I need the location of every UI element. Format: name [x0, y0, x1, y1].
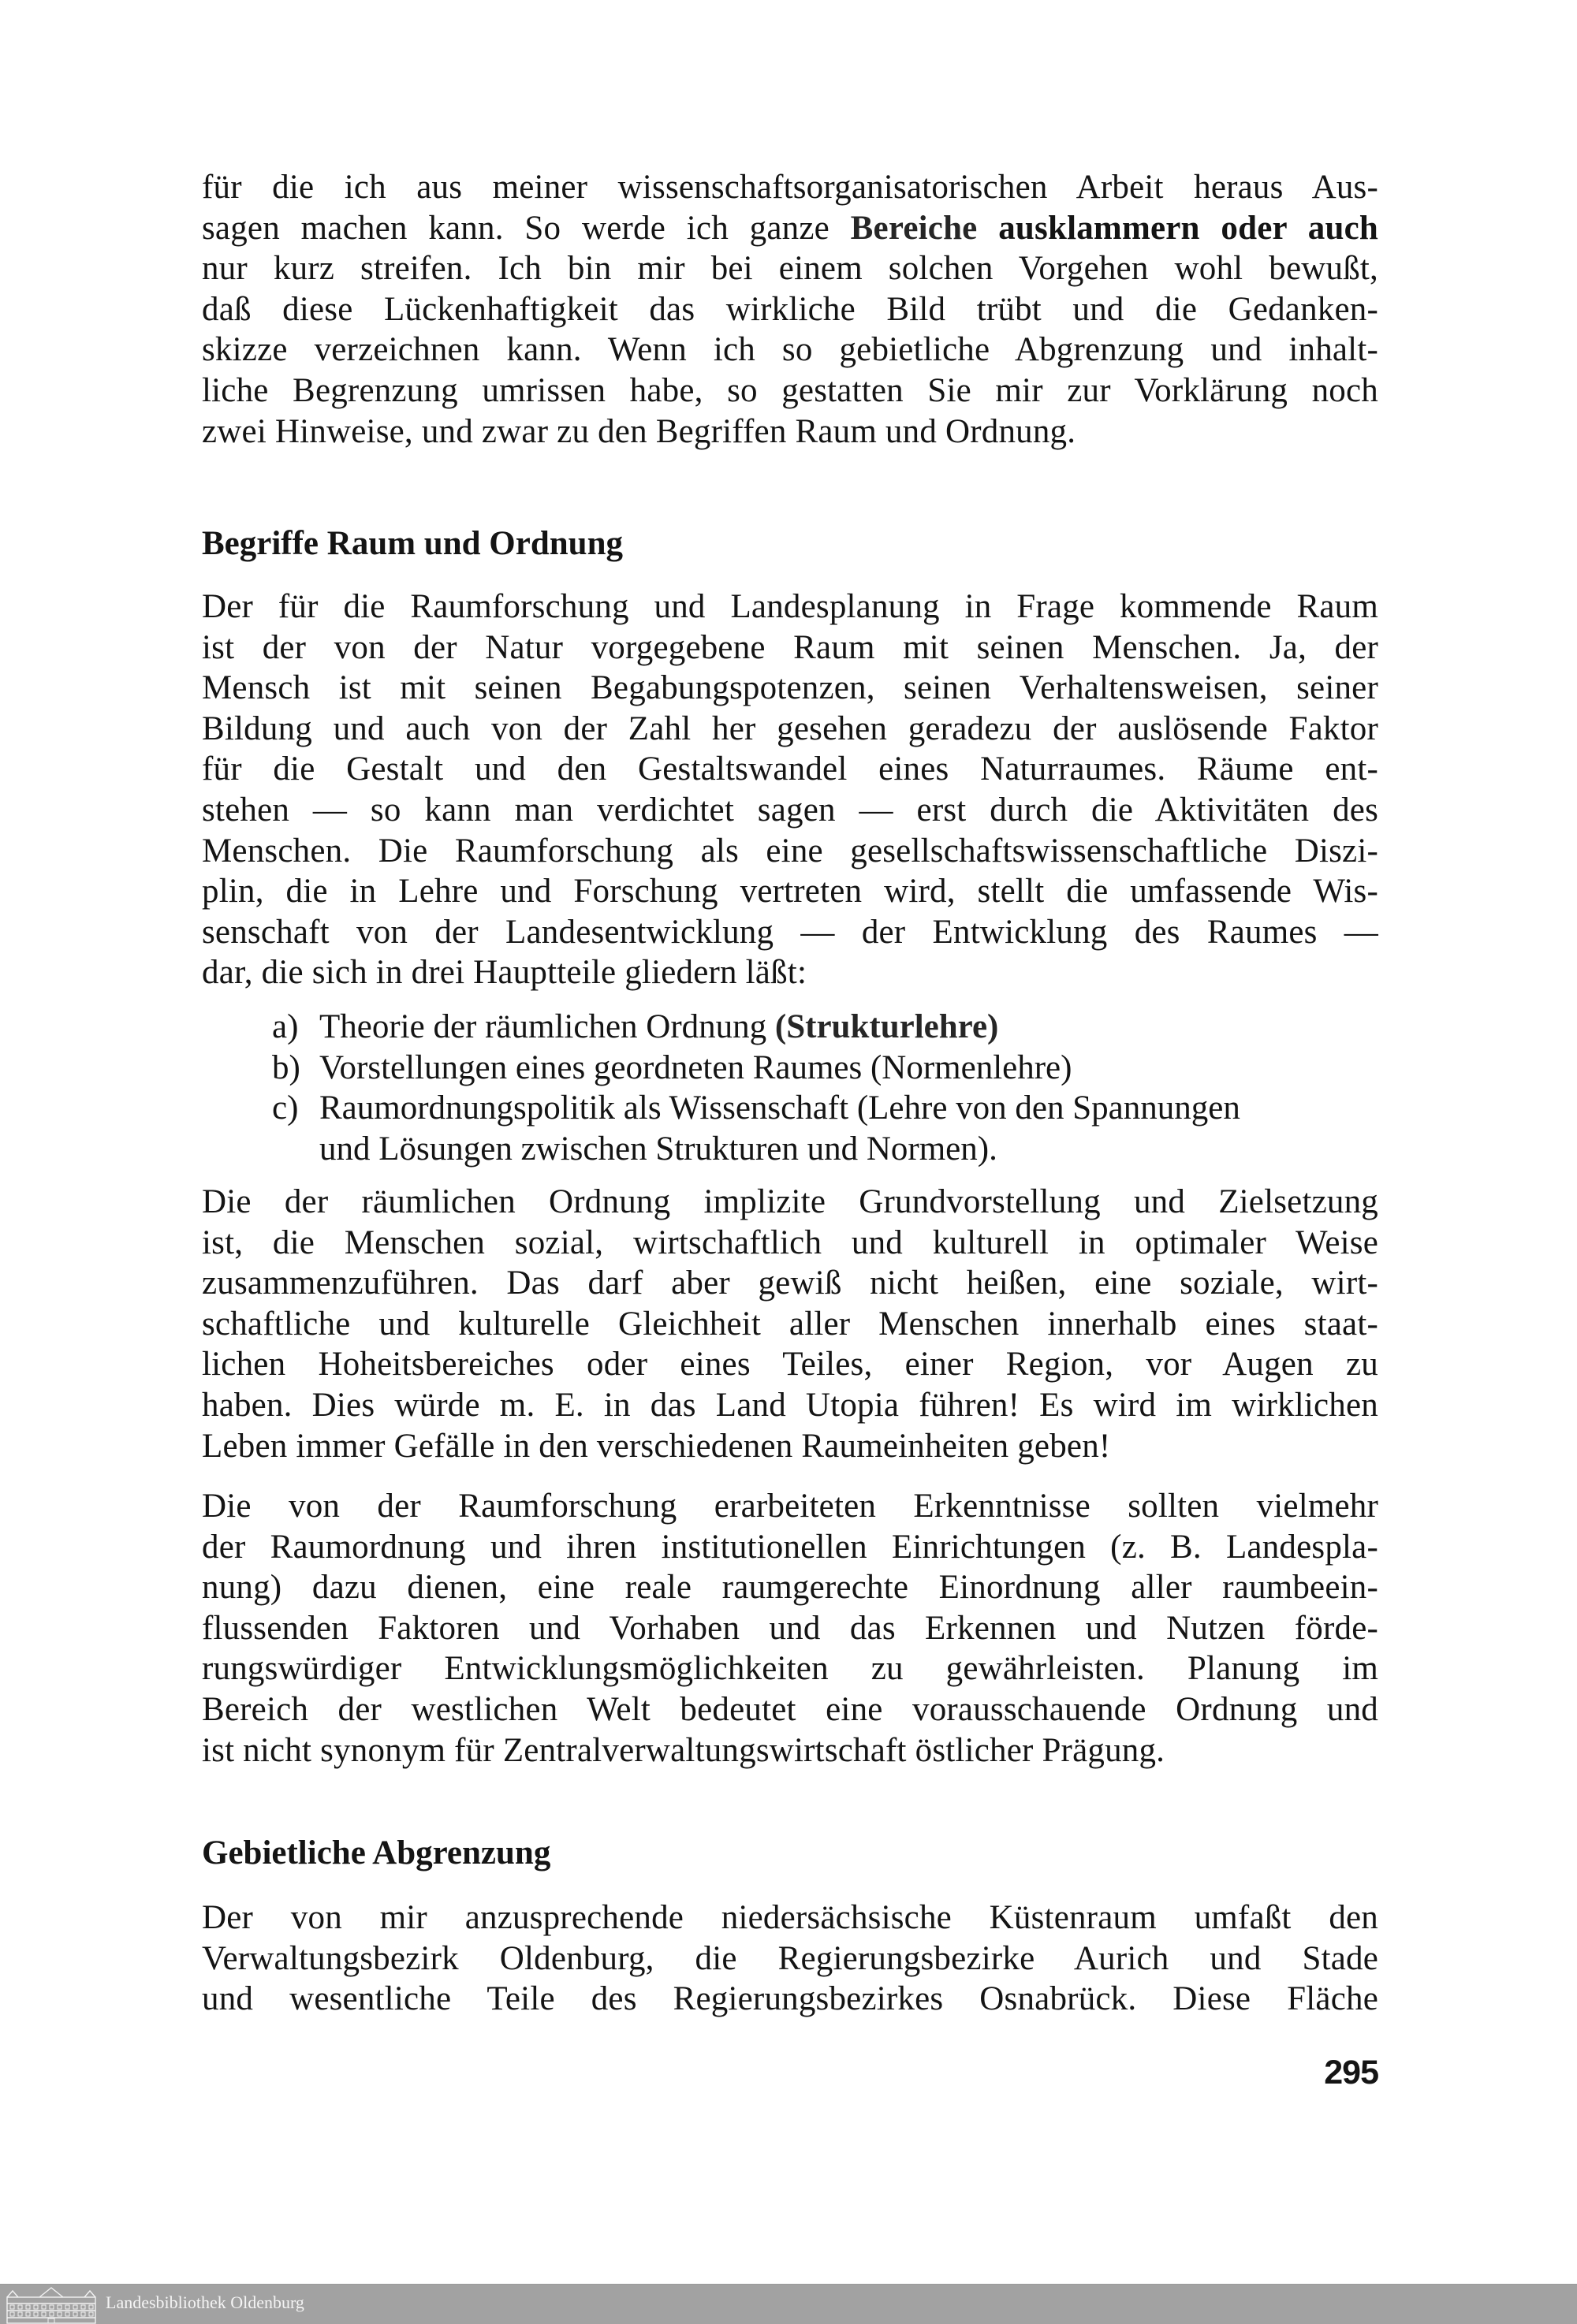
text-line: Menschen. Die Raumforschung als eine gesellschaftswissenschaftliche Diszi- [202, 832, 1378, 870]
text-line: Leben immer Gefälle in den verschiedenen Raumeinheiten geben! [202, 1427, 1111, 1465]
text-line: senschaft von der Landesentwicklung — der Entwicklung des Raumes — [202, 913, 1378, 951]
text-line: ist der von der Natur vorgegebene Raum mit seinen Menschen. Ja, der [202, 628, 1378, 666]
text-line: nung) dazu dienen, eine reale raumgerechte Einordnung aller raumbeein- [202, 1569, 1378, 1607]
text-line: Verwaltungsbezirk Oldenburg, die Regierungsbezirke Aurich und Stade [202, 1939, 1378, 1977]
text-line: der Raumordnung und ihren institutionellen Einrichtungen (z. B. Landespla- [202, 1528, 1378, 1566]
text-line: schaftliche und kulturelle Gleichheit aller Menschen innerhalb eines staat- [202, 1305, 1378, 1343]
text-line: flussenden Faktoren und Vorhaben und das Erkennen und Nutzen förde- [202, 1609, 1378, 1647]
list-marker: b) [272, 1048, 300, 1086]
list-item: a) Theorie der räumlichen Ordnung (Strukturlehre) [202, 1007, 1378, 1048]
text-line: haben. Dies würde m. E. in das Land Utopia führen! Es wird im wirklichen [202, 1386, 1378, 1424]
text-line: liche Begrenzung umrissen habe, so gestatten Sie mir zur Vorklärung noch [202, 371, 1378, 409]
section1-paragraph-1 [202, 587, 1378, 993]
text-line: rungswürdiger Entwicklungsmöglichkeiten zu gewährleisten. Planung im [202, 1650, 1378, 1688]
text-line: lichen Hoheitsbereiches oder eines Teiles, einer Region, vor Augen zu [202, 1346, 1378, 1384]
section-heading: Begriffe Raum und Ordnung [202, 525, 623, 562]
emphasis-text: Bereiche [850, 209, 999, 247]
list-marker: c) [272, 1089, 299, 1127]
intro-paragraph [202, 167, 1378, 452]
text-line: skizze verzeichnen kann. Wenn ich so gebietliche Abgrenzung und inhalt- [202, 331, 1378, 369]
text-line: stehen — so kann man verdichtet sagen — erst durch die Aktivitäten des [202, 791, 1378, 829]
text-line: für die Gestalt und den Gestaltswandel eines Naturraumes. Räume ent- [202, 750, 1378, 788]
page-number: 295 [1324, 2054, 1378, 2091]
library-building-icon [5, 2286, 98, 2324]
bold-text: ausklammern oder auch [998, 209, 1378, 247]
text-line: zusammenzuführen. Das darf aber gewiß nicht heißen, eine soziale, wirt- [202, 1264, 1378, 1302]
section1-paragraph-2 [202, 1182, 1378, 1466]
text-line: für die ich aus meiner wissenschaftsorganisatorischen Arbeit heraus Aus- [202, 169, 1378, 206]
text-line: sagen machen kann. So werde ich ganze Bereiche ausklammern oder auch [202, 209, 1378, 247]
text-line: dar, die sich in drei Hauptteile gliedern läßt: [202, 954, 807, 992]
text-line: nur kurz streifen. Ich bin mir bei einem solchen Vorgehen wohl bewußt, [202, 250, 1378, 288]
text-line: Der von mir anzusprechende niedersächsische Küstenraum umfaßt den [202, 1899, 1378, 1936]
library-footer-bar [0, 2284, 1577, 2324]
list-item: b) Vorstellungen eines geordneten Raumes (Normenlehre) [202, 1048, 1378, 1089]
text-line: daß diese Lückenhaftigkeit das wirkliche Bild trübt und die Gedanken- [202, 290, 1378, 328]
section1-paragraph-3 [202, 1486, 1378, 1771]
text-line: Die der räumlichen Ordnung implizite Grundvorstellung und Zielsetzung [202, 1183, 1378, 1220]
section-heading: Gebietliche Abgrenzung [202, 1834, 551, 1871]
list-marker: a) [272, 1008, 299, 1045]
text-line: Der für die Raumforschung und Landesplanung in Frage kommende Raum [202, 588, 1378, 625]
library-name: Landesbibliothek Oldenburg [106, 2292, 304, 2312]
enumerated-list [202, 1007, 1378, 1169]
emphasis-text: (Strukturlehre) [774, 1008, 999, 1045]
section2-paragraph-1 [202, 1898, 1378, 2020]
text-line: zwei Hinweise, und zwar zu den Begriffen Raum und Ordnung. [202, 412, 1076, 450]
text-line: Die von der Raumforschung erarbeiteten Erkenntnisse sollten vielmehr [202, 1488, 1378, 1525]
list-item: c) Raumordnungspolitik als Wissenschaft (Lehre von den Spannungen [202, 1088, 1378, 1129]
text-line: Bereich der westlichen Welt bedeutet eine vorausschauende Ordnung und [202, 1690, 1378, 1728]
text-line: ist, die Menschen sozial, wirtschaftlich und kulturell in optimaler Weise [202, 1223, 1378, 1261]
text-line: Bildung und auch von der Zahl her gesehen geradezu der auslösende Faktor [202, 709, 1378, 747]
list-item-continuation: und Lösungen zwischen Strukturen und Normen). [319, 1130, 997, 1168]
text-line: Mensch ist mit seinen Begabungspotenzen, seinen Verhaltensweisen, seiner [202, 669, 1378, 707]
text-line: plin, die in Lehre und Forschung vertreten wird, stellt die umfassende Wis- [202, 873, 1378, 911]
text-line: ist nicht synonym für Zentralverwaltungswirtschaft östlicher Prägung. [202, 1731, 1165, 1769]
text-line: und wesentliche Teile des Regierungsbezirkes Osnabrück. Diese Fläche [202, 1980, 1378, 2018]
